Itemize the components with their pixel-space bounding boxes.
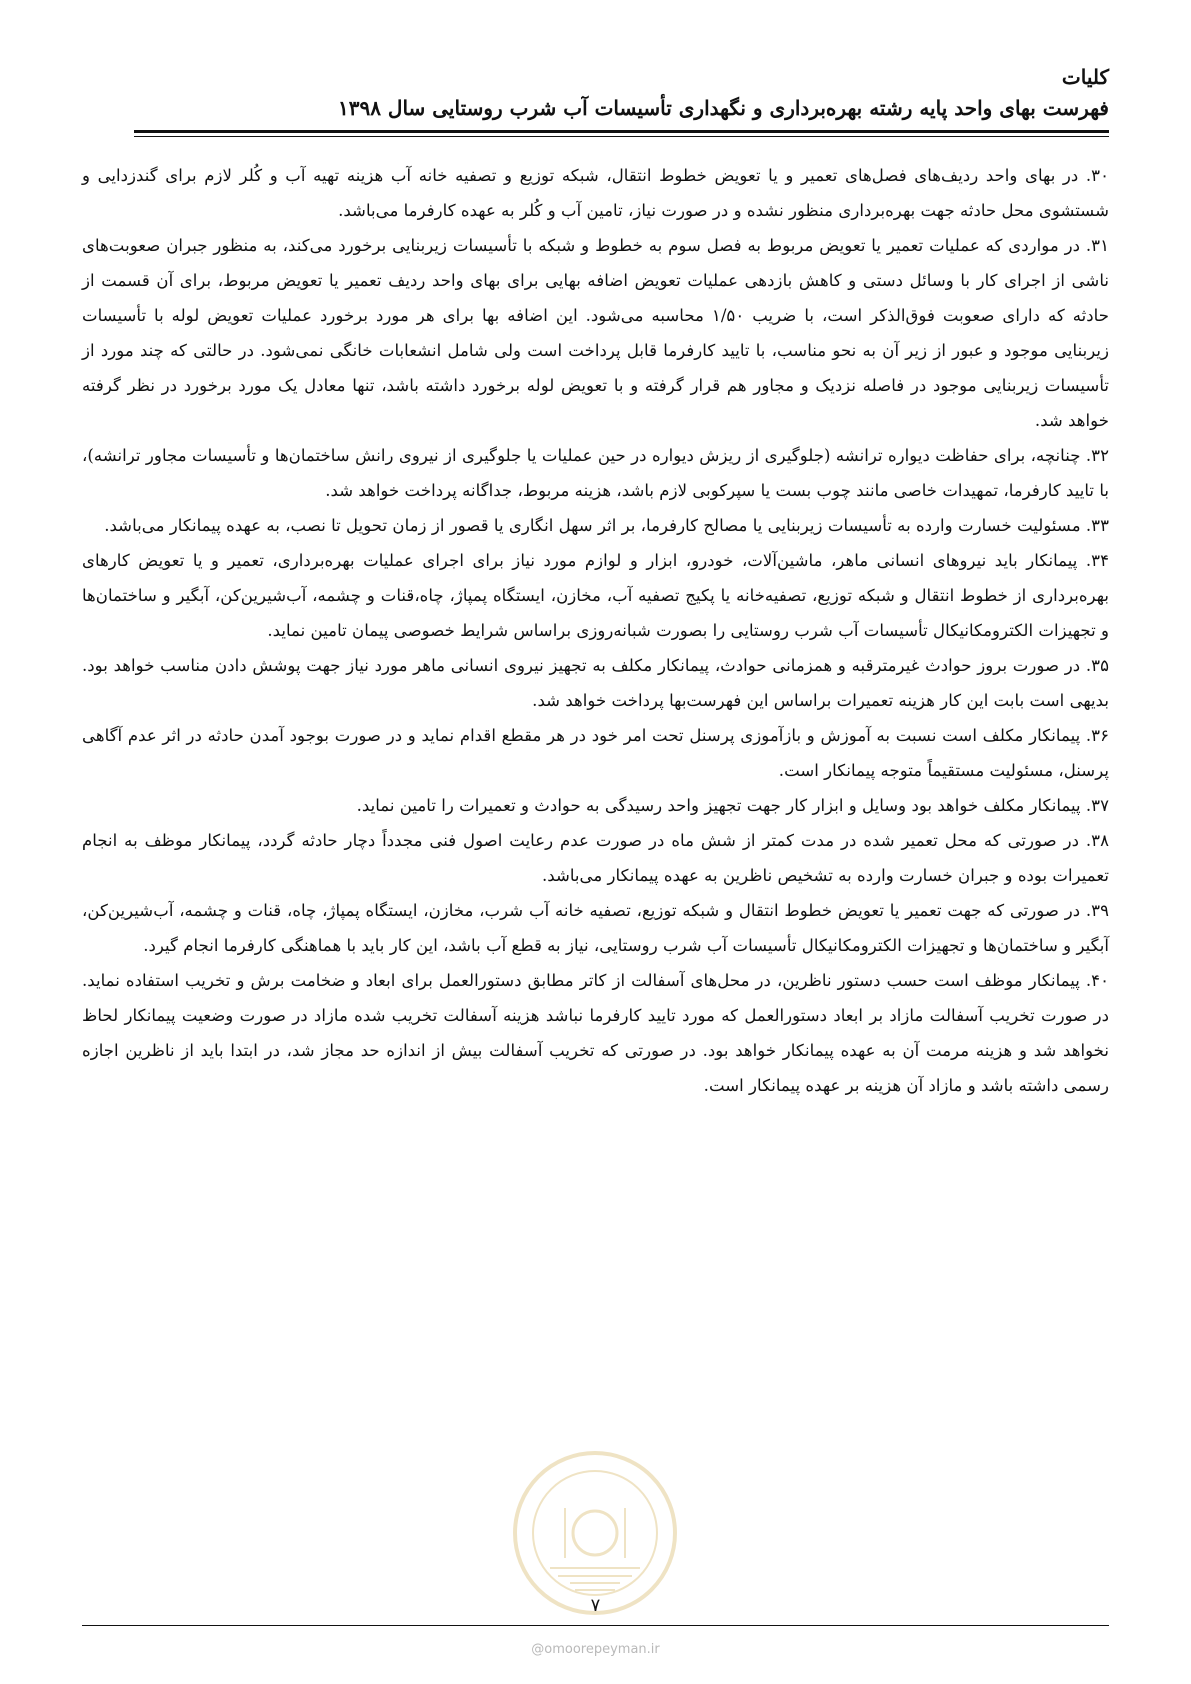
clause-35: ۳۵. در صورت بروز حوادث غیرمترقبه و همزمانی حوادث، پیمانکار مکلف به تجهیز نیروی انسانی ماهر مورد نیاز جهت پوشش دادن مناسب خواهد بود. بدیهی است بابت این کار هزینه تعمیرات براساس این فهرست‌بها پرداخت خواهد شد. <box>82 656 1109 710</box>
header-rule-thick <box>134 130 1109 133</box>
clause-40: ۴۰. پیمانکار موظف است حسب دستور ناظرین، در محل‌های آسفالت از کاتر مطابق دستورالعمل برای ابعاد و ضخامت برش و تخریب استفاده نماید. در صورت تخریب آسفالت مازاد بر ابعاد دستورالعمل که مورد تایید کارفرما نباشد هزینه آسفالت تخریب شده مازاد در صورت وضعیت پیمانکار لحاظ نخواهد شد و هزینه مرمت آن به عهده پیمانکار خواهد بود. در صورتی که تخریب آسفالت بیش از اندازه حد مجاز شد، در ابتدا باید از ناظرین اجازه رسمی داشته باشد و مازاد آن هزینه بر عهده پیمانکار است. <box>82 971 1109 1095</box>
site-watermark: @omoorepeyman.ir <box>531 1642 660 1657</box>
footer-rule <box>82 1625 1109 1626</box>
clause-36: ۳۶. پیمانکار مکلف است نسبت به آموزش و بازآموزی پرسنل تحت امر خود در هر مقطع اقدام نماید و در صورت بوجود آمدن حادثه در اثر عدم آگاهی پرسنل، مسئولیت مستقیماً متوجه پیمانکار است. <box>82 726 1109 780</box>
header-rule-thin <box>134 136 1109 137</box>
clause-39: ۳۹. در صورتی که جهت تعمیر یا تعویض خطوط انتقال و شبکه توزیع، تصفیه خانه آب شرب، مخازن، ایستگاه پمپاژ، چاه، قنات و چشمه، آب‌شیرین‌کن، آبگیر و ساختمان‌ها و تجهیزات الکترومکانیکال تأسیسات آب شرب روستایی، نیاز به قطع آب باشد، این کار باید با هماهنگی کارفرما انجام گیرد. <box>82 901 1109 955</box>
clause-32: ۳۲. چنانچه، برای حفاظت دیواره ترانشه (جلوگیری از ریزش دیواره در حین عملیات یا جلوگیری از نیروی رانش ساختمان‌ها و تأسیسات مجاور ترانشه)، با تایید کارفرما، تمهیدات خاصی مانند چوب بست یا سپرکوبی لازم باشد، هزینه مربوط، جداگانه پرداخت خواهد شد. <box>82 446 1109 500</box>
page-number: ۷ <box>590 1595 601 1616</box>
clause-37: ۳۷. پیمانکار مکلف خواهد بود وسایل و ابزار کار جهت تجهیز واحد رسیدگی به حوادث و تعمیرات را تامین نماید. <box>356 796 1109 815</box>
page-header <box>82 62 1109 124</box>
clause-33: ۳۳. مسئولیت خسارت وارده به تأسیسات زیربنایی یا مصالح کارفرما، بر اثر سهل انگاری یا قصور از زمان تحویل تا نصب، به عهده پیمانکار می‌باشد. <box>104 516 1109 535</box>
body-text <box>82 158 1109 1103</box>
clause-31: ۳۱. در مواردی که عملیات تعمیر یا تعویض مربوط به فصل سوم به خطوط و شبکه با تأسیسات زیربنایی برخورد می‌کند، به منظور جبران صعوبت‌های ناشی از اجرای کار با وسائل دستی و کاهش بازدهی عملیات تعویض اضافه بهایی برای بهای واحد ردیف تعمیر یا تعویض مربوط، برای آن قسمت از حادثه که دارای صعوبت فوق‌الذکر است، با ضریب ۱/۵۰ محاسبه می‌شود. این اضافه بها برای هر مورد برخورد عملیات تعویض لوله با تأسیسات زیربنایی موجود و عبور از زیر آن به نحو مناسب، با تایید کارفرما قابل پرداخت است ولی شامل انشعابات خانگی نمی‌شود. در حالتی که چند مورد از تأسیسات زیربنایی موجود در فاصله نزدیک و مجاور هم قرار گرفته و با تعویض لوله برخورد داشته باشد، تنها معادل یک مورد برخورد در نظر گرفته خواهد شد. <box>82 236 1109 430</box>
clause-38: ۳۸. در صورتی که محل تعمیر شده در مدت کمتر از شش ماه در صورت عدم رعایت اصول فنی مجدداً دچار حادثه گردد، پیمانکار موظف به انجام تعمیرات بوده و جبران خسارت وارده به تشخیص ناظرین به عهده پیمانکار می‌باشد. <box>82 831 1109 885</box>
seal-watermark-icon <box>510 1448 680 1618</box>
section-title: کلیات <box>1061 65 1109 89</box>
clause-34: ۳۴. پیمانکار باید نیروهای انسانی ماهر، ماشین‌آلات، خودرو، ابزار و لوازم مورد نیاز برای اجرای عملیات بهره‌برداری، تعمیر و یا تعویض کارهای بهره‌برداری از خطوط انتقال و شبکه توزیع، تصفیه‌خانه یا پکیج تصفیه آب، مخازن، ایستگاه پمپاژ، چاه،قنات و چشمه، آب‌شیرین‌کن، آبگیر و ساختمان‌ها و تجهیزات الکترومکانیکال تأسیسات آب شرب روستایی را بصورت شبانه‌روزی براساس شرایط خصوصی پیمان تامین نماید. <box>82 551 1109 640</box>
clause-30: ۳۰. در بهای واحد ردیف‌های فصل‌های تعمیر و یا تعویض خطوط انتقال، شبکه توزیع و تصفیه خانه آب هزینه تهیه آب و کُلر لازم برای گندزدایی و شستشوی محل حادثه جهت بهره‌برداری منظور نشده و در صورت نیاز، تامین آب و کُلر به عهده کارفرما می‌باشد. <box>82 166 1109 220</box>
document-title: فهرست بهای واحد پایه رشته بهره‌برداری و نگهداری تأسیسات آب شرب روستایی سال ۱۳۹۸ <box>337 96 1109 120</box>
